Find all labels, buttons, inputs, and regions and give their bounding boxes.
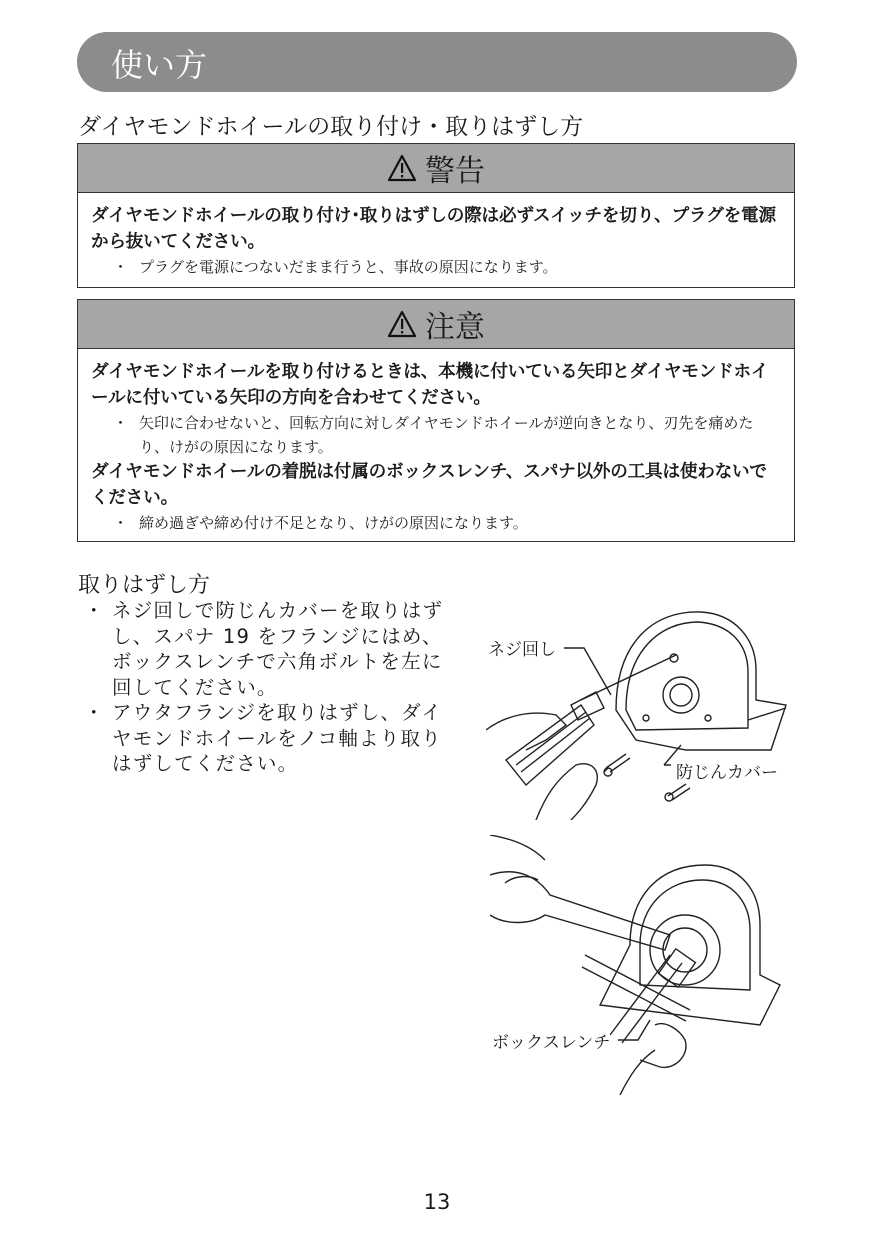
label-screwdriver: ネジ回し [488, 635, 556, 660]
warning-note: ・ プラグを電源につないだまま行うと、事故の原因になります。 [113, 258, 558, 276]
removal-steps [84, 598, 454, 777]
label-box-wrench: ボックスレンチ [492, 1028, 610, 1053]
dust-cover-illustration [486, 600, 796, 820]
removal-title: 取りはずし方 [78, 573, 211, 598]
caution-note-2: ・ 締め過ぎや締め付け不足となり、けがの原因になります。 [113, 514, 528, 532]
page-heading: 使い方 [111, 46, 208, 84]
removal-step-1: ・ ネジ回しで防じんカバーを取りはずし、スパナ 19 をフランジにはめ、ボックスレンチで六角ボルトを左に回してください。 [84, 599, 444, 699]
caution-header [78, 300, 794, 349]
warning-header [78, 144, 794, 193]
header-bar [77, 32, 797, 92]
warning-heading: 警告 [425, 154, 485, 189]
section-title: ダイヤモンドホイールの取り付け・取りはずし方 [78, 114, 584, 140]
caution-note-1: ・ 矢印に合わせないと、回転方向に対しダイヤモンドホイールが逆向きとなり、刃先を痛めたり、けがの原因になります。 [113, 414, 754, 456]
caution-text-2: ダイヤモンドホイールの着脱は付属のボックスレンチ、スパナ以外の工具は使わないでください。 [91, 462, 767, 508]
caution-box [77, 299, 795, 542]
caution-text-1: ダイヤモンドホイールを取り付けるときは、本機に付いている矢印とダイヤモンドホイールに付いている矢印の方向を合わせてください。 [91, 362, 769, 408]
warning-text: ダイヤモンドホイールの取り付け･取りはずしの際は必ずスイッチを切り、プラグを電源から抜いてください。 [91, 206, 776, 252]
caution-triangle-icon [387, 310, 417, 338]
removal-step-2: ・ アウタフランジを取りはずし、ダイヤモンドホイールをノコ軸より取りはずしてください。 [84, 701, 443, 775]
warning-triangle-icon [387, 154, 417, 182]
box-wrench-illustration [490, 835, 795, 1095]
page-number: 13 [423, 1190, 451, 1214]
figure-dust-cover-removal [486, 600, 796, 820]
label-dust-cover: 防じんカバー [676, 758, 778, 783]
caution-heading: 注意 [425, 310, 485, 345]
figure-box-wrench [490, 835, 795, 1095]
warning-box [77, 143, 795, 288]
